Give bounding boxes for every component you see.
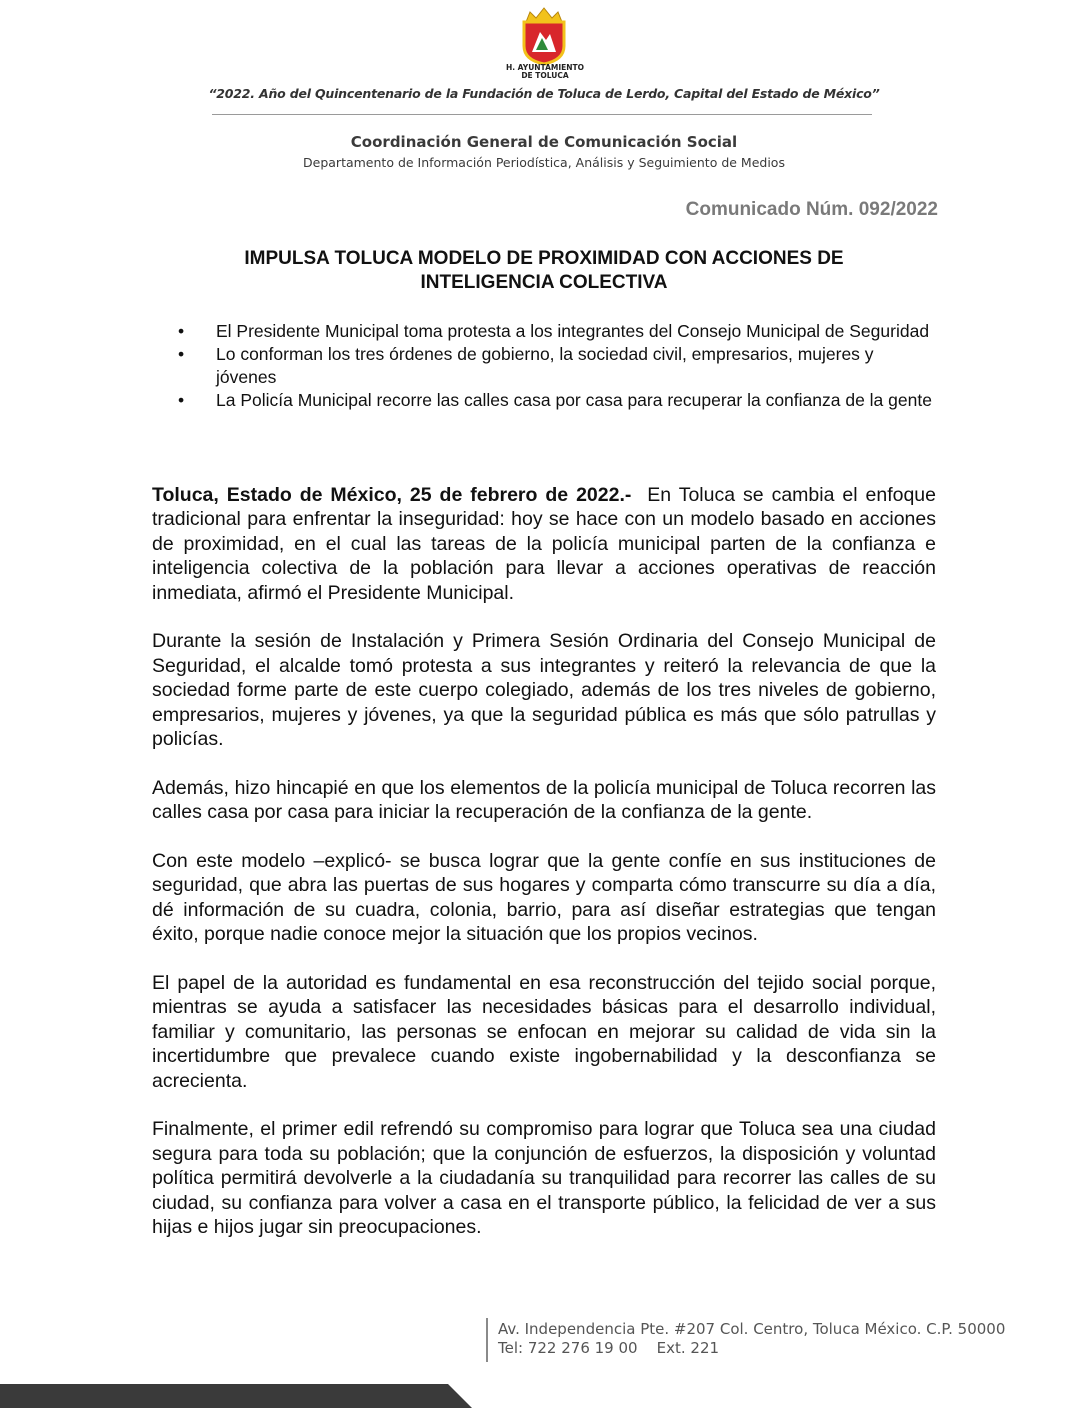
- bullet-item: [176, 389, 936, 412]
- bullet-text: El Presidente Municipal toma protesta a los integrantes del Consejo Municipal de Seguridad: [216, 321, 930, 341]
- footer-contact: [498, 1320, 1005, 1358]
- footer-extension: Ext. 221: [656, 1339, 720, 1357]
- communique-number: Comunicado Núm. 092/2022: [685, 199, 938, 220]
- paragraph: [152, 483, 936, 605]
- footer-phone: Tel: 722 276 19 00: [498, 1339, 638, 1357]
- paragraph: Durante la sesión de Instalación y Primera Sesión Ordinaria del Consejo Municipal de Seguridad, el alcalde tomó protesta a sus integrantes y reiteró la relevancia de que la sociedad forme parte de este cuerpo colegiado, además de los tres niveles de gobierno, empresarios, mujeres y jóvenes, ya que la seguridad pública es más que sólo patrullas y policías.: [152, 630, 936, 751]
- bullet-text: Lo conforman los tres órdenes de gobierno, la sociedad civil, empresarios, mujeres y jóvenes: [216, 344, 874, 387]
- dateline: Toluca, Estado de México, 25 de febrero de 2022.-: [152, 484, 632, 506]
- paragraph-text: En Toluca se cambia el enfoque tradicional para enfrentar la inseguridad: hoy se hace con un modelo basado en acciones de proximidad, en el cual las tareas de la policía municipal parten de la confianza e inteligencia colectiva de la población para llevar a acciones operativas de reacción inmediata, afirmó el Presidente Municipal.: [152, 484, 936, 604]
- footer-bar: [0, 1384, 1088, 1408]
- headline: IMPULSA TOLUCA MODELO DE PROXIMIDAD CON ACCIONES DE INTELIGENCIA COLECTIVA: [244, 248, 844, 293]
- logo-caption-line1: H. AYUNTAMIENTO: [505, 63, 585, 72]
- footer-bar-shape: [0, 1384, 1088, 1408]
- bullet-icon: •: [178, 390, 185, 410]
- footer-address: Av. Independencia Pte. #207 Col. Centro, Toluca México. C.P. 50000: [498, 1320, 1006, 1338]
- paragraph: Además, hizo hincapié en que los elementos de la policía municipal de Toluca recorren las calles casa por casa para iniciar la recuperación de la confianza de la gente.: [152, 776, 936, 824]
- bullet-item: [176, 320, 936, 343]
- department-name: Departamento de Información Periodística, Análisis y Seguimiento de Medios: [303, 155, 785, 170]
- organization-name: Coordinación General de Comunicación Social: [350, 133, 738, 151]
- year-motto: “2022. Año del Quincentenario de la Fundación de Toluca de Lerdo, Capital del Estado de México”: [208, 86, 880, 101]
- bullet-item: [176, 343, 936, 389]
- paragraph: Finalmente, el primer edil refrendó su compromiso para lograr que Toluca sea una ciudad segura para toda su población; que la conjunción de esfuerzos, la disposición y voluntad política permitirá devolverle a la ciudadanía su tranquilidad para recorrer las calles de su ciudad, su confianza para volver a casa en el transporte público, la felicidad de ver a sus hijas e hijos jugar sin preocupaciones.: [152, 1118, 936, 1239]
- paragraph: Con este modelo –explicó- se busca lograr que la gente confíe en sus instituciones de seguridad, que abra las puertas de sus hogares y comparta cómo transcurre su día a día, dé información de su cuadra, colonia, barrio, para así diseñar estrategias que tengan éxito, porque nadie conoce mejor la situación que los propios vecinos.: [152, 850, 936, 946]
- bullet-text: La Policía Municipal recorre las calles casa por casa para recuperar la confianza de la gente: [216, 390, 932, 410]
- paragraph: El papel de la autoridad es fundamental en esa reconstrucción del tejido social porque, mientras se ayuda a satisfacer las necesidades básicas para el desarrollo individual, familiar y comunitario, las personas se enfocan en mejorar su calidad de vida sin la incertidumbre que prevalece cuando existe ingobernabilidad y la desconfianza se acrecienta.: [152, 972, 936, 1092]
- summary-bullets: [176, 320, 936, 412]
- bullet-icon: •: [178, 321, 185, 341]
- article-body: [152, 483, 936, 1264]
- footer-divider: [486, 1318, 488, 1362]
- logo-caption-line2: DE TOLUCA: [521, 71, 569, 80]
- bullet-icon: •: [178, 344, 185, 364]
- coat-of-arms-icon: [500, 6, 588, 66]
- header-divider: [212, 114, 872, 115]
- footer-phone-line: [498, 1339, 1005, 1358]
- logo-caption: [470, 64, 620, 80]
